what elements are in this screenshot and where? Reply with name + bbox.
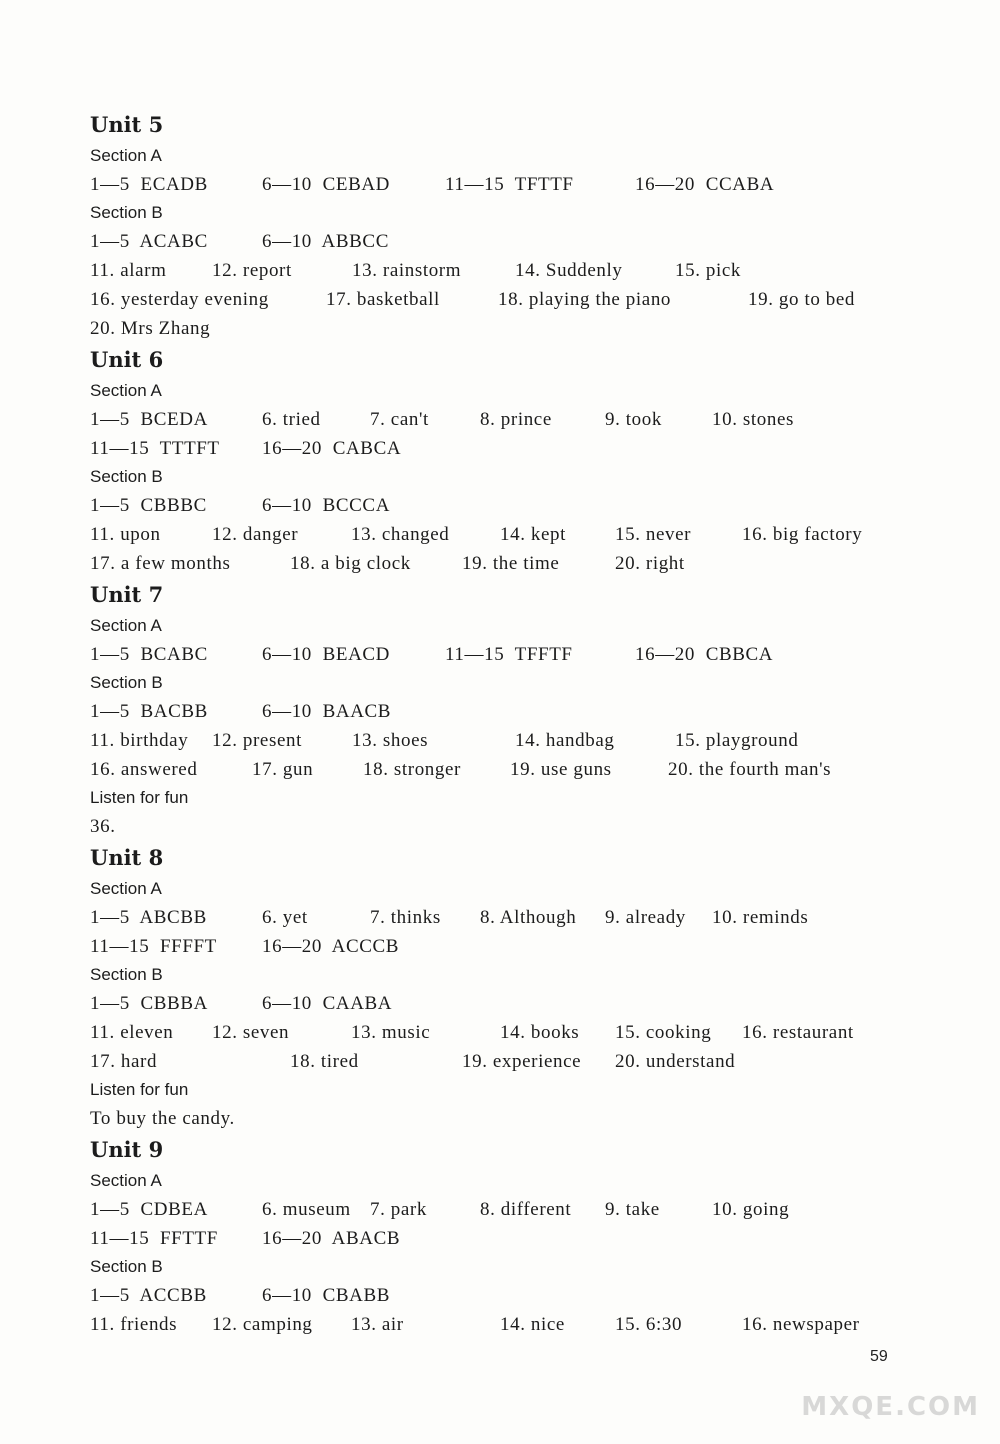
answer-item: 16. newspaper <box>742 1314 860 1335</box>
answer-item: 13. changed <box>351 524 450 545</box>
answer-item: 9. take <box>605 1199 660 1220</box>
section-heading: Section B <box>90 965 163 984</box>
answer-item: 6—10 BCCCA <box>262 495 391 516</box>
answer-item: 1—5 BCEDA <box>90 409 208 430</box>
answer-item: 17. hard <box>90 1051 158 1072</box>
answer-item: 10. stones <box>712 409 794 430</box>
watermark-logo: MXQE.COM <box>801 1392 980 1422</box>
answer-item: 11. birthday <box>90 730 189 751</box>
unit-title: Unit 6 <box>90 347 164 372</box>
answer-line <box>90 697 950 726</box>
answer-item: 6. tried <box>262 409 321 430</box>
answer-item: 1—5 CBBBA <box>90 993 208 1014</box>
unit-title: Unit 9 <box>90 1137 164 1162</box>
answer-line <box>90 755 950 784</box>
answer-line <box>90 1224 950 1253</box>
answer-item: 16. restaurant <box>742 1022 854 1043</box>
answer-item: 11—15 FFFFT <box>90 936 217 957</box>
answer-item: 20. Mrs Zhang <box>90 318 211 339</box>
answer-line <box>90 640 950 669</box>
answer-item: 16—20 ACCCB <box>262 936 400 957</box>
answer-item: 18. playing the piano <box>498 289 672 310</box>
section-heading: Section B <box>90 203 163 222</box>
answer-item: 12. camping <box>212 1314 313 1335</box>
answer-item: 1—5 BACBB <box>90 701 208 722</box>
answer-item: 16—20 ABACB <box>262 1228 401 1249</box>
answer-item: 6—10 CBABB <box>262 1285 391 1306</box>
answer-item: 1—5 CBBBC <box>90 495 207 516</box>
answer-item: 17. a few months <box>90 553 231 574</box>
answer-line <box>90 285 950 314</box>
answer-item: 12. present <box>212 730 302 751</box>
answer-item: 11—15 TFFTF <box>445 644 573 665</box>
answer-item: 11—15 FFTTF <box>90 1228 218 1249</box>
answer-item: 13. music <box>351 1022 431 1043</box>
answer-line <box>90 405 950 434</box>
answer-item: 8. prince <box>480 409 552 430</box>
answer-key-document <box>90 108 950 1339</box>
answer-item: 6—10 BEACD <box>262 644 390 665</box>
section-heading: Section A <box>90 146 162 165</box>
answer-item: 15. 6:30 <box>615 1314 683 1335</box>
answer-item: 18. a big clock <box>290 553 411 574</box>
answer-line <box>90 1310 950 1339</box>
answer-item: 11. eleven <box>90 1022 174 1043</box>
answer-item: 6—10 CEBAD <box>262 174 390 195</box>
answer-item: 9. took <box>605 409 662 430</box>
answer-item: 16—20 CABCA <box>262 438 402 459</box>
answer-item: 1—5 BCABC <box>90 644 208 665</box>
section-heading: Section B <box>90 673 163 692</box>
answer-item: 11. alarm <box>90 260 167 281</box>
page-number: 59 <box>870 1348 888 1365</box>
answer-item: 15. pick <box>675 260 742 281</box>
answer-item: 6. museum <box>262 1199 351 1220</box>
answer-line <box>90 434 950 463</box>
answer-item: 14. handbag <box>515 730 615 751</box>
section-heading: Section B <box>90 467 163 486</box>
answer-item: 15. cooking <box>615 1022 712 1043</box>
answer-item: 18. tired <box>290 1051 359 1072</box>
answer-item: 13. rainstorm <box>352 260 462 281</box>
answer-line <box>90 812 950 841</box>
answer-item: 14. books <box>500 1022 580 1043</box>
answer-item: 10. going <box>712 1199 790 1220</box>
answer-item: 16—20 CBBCA <box>635 644 774 665</box>
section-heading: Section A <box>90 616 162 635</box>
section-heading: Section B <box>90 1257 163 1276</box>
answer-line <box>90 989 950 1018</box>
answer-item: 13. shoes <box>352 730 429 751</box>
answer-line <box>90 227 950 256</box>
answer-item: 20. understand <box>615 1051 736 1072</box>
section-heading: Section A <box>90 879 162 898</box>
answer-item: 11—15 TFTTF <box>445 174 574 195</box>
answer-item: 17. gun <box>252 759 314 780</box>
answer-line <box>90 549 950 578</box>
answer-line <box>90 1281 950 1310</box>
answer-line <box>90 1104 950 1133</box>
unit-title: Unit 5 <box>90 112 164 137</box>
answer-item: 12. seven <box>212 1022 290 1043</box>
answer-item: 18. stronger <box>363 759 461 780</box>
answer-item: 17. basketball <box>326 289 440 310</box>
answer-line <box>90 1047 950 1076</box>
answer-item: 6. yet <box>262 907 308 928</box>
answer-line <box>90 520 950 549</box>
answer-item: 6—10 CAABA <box>262 993 393 1014</box>
answer-item: 19. go to bed <box>748 289 856 310</box>
section-heading: Listen for fun <box>90 1080 189 1099</box>
answer-item: 13. air <box>351 1314 404 1335</box>
section-heading: Section A <box>90 1171 162 1190</box>
answer-item: 16. big factory <box>742 524 863 545</box>
answer-item: 8. different <box>480 1199 572 1220</box>
answer-item: 16. yesterday evening <box>90 289 269 310</box>
answer-item: 15. playground <box>675 730 799 751</box>
answer-item: 1—5 ACCBB <box>90 1285 207 1306</box>
answer-item: 12. danger <box>212 524 299 545</box>
answer-line <box>90 1018 950 1047</box>
answer-line <box>90 491 950 520</box>
answer-item: 11. upon <box>90 524 161 545</box>
answer-item: 14. kept <box>500 524 567 545</box>
answer-item: 11—15 TTTFT <box>90 438 220 459</box>
answer-item: 11. friends <box>90 1314 178 1335</box>
section-heading: Listen for fun <box>90 788 189 807</box>
answer-item: 20. the fourth man's <box>668 759 832 780</box>
answer-item: 1—5 ACABC <box>90 231 208 252</box>
answer-item: 14. Suddenly <box>515 260 623 281</box>
answer-item: To buy the candy. <box>90 1108 235 1129</box>
answer-line <box>90 903 950 932</box>
answer-line <box>90 314 950 343</box>
answer-item: 1—5 ECADB <box>90 174 208 195</box>
answer-item: 36. <box>90 816 116 837</box>
section-heading: Section A <box>90 381 162 400</box>
answer-item: 8. Although <box>480 907 577 928</box>
answer-item: 19. use guns <box>510 759 612 780</box>
answer-line <box>90 932 950 961</box>
answer-item: 1—5 CDBEA <box>90 1199 208 1220</box>
answer-line <box>90 726 950 755</box>
answer-item: 1—5 ABCBB <box>90 907 207 928</box>
answer-item: 9. already <box>605 907 686 928</box>
answer-item: 7. park <box>370 1199 427 1220</box>
answer-item: 20. right <box>615 553 685 574</box>
answer-item: 19. the time <box>462 553 560 574</box>
answer-line <box>90 1195 950 1224</box>
answer-item: 16. answered <box>90 759 198 780</box>
answer-item: 15. never <box>615 524 692 545</box>
answer-line <box>90 256 950 285</box>
answer-item: 14. nice <box>500 1314 565 1335</box>
answer-line <box>90 170 950 199</box>
answer-item: 10. reminds <box>712 907 809 928</box>
answer-item: 16—20 CCABA <box>635 174 775 195</box>
answer-item: 7. can't <box>370 409 429 430</box>
answer-item: 7. thinks <box>370 907 441 928</box>
answer-item: 12. report <box>212 260 292 281</box>
answer-item: 19. experience <box>462 1051 582 1072</box>
answer-item: 6—10 ABBCC <box>262 231 389 252</box>
answer-item: 6—10 BAACB <box>262 701 392 722</box>
unit-title: Unit 7 <box>90 582 164 607</box>
unit-title: Unit 8 <box>90 845 164 870</box>
